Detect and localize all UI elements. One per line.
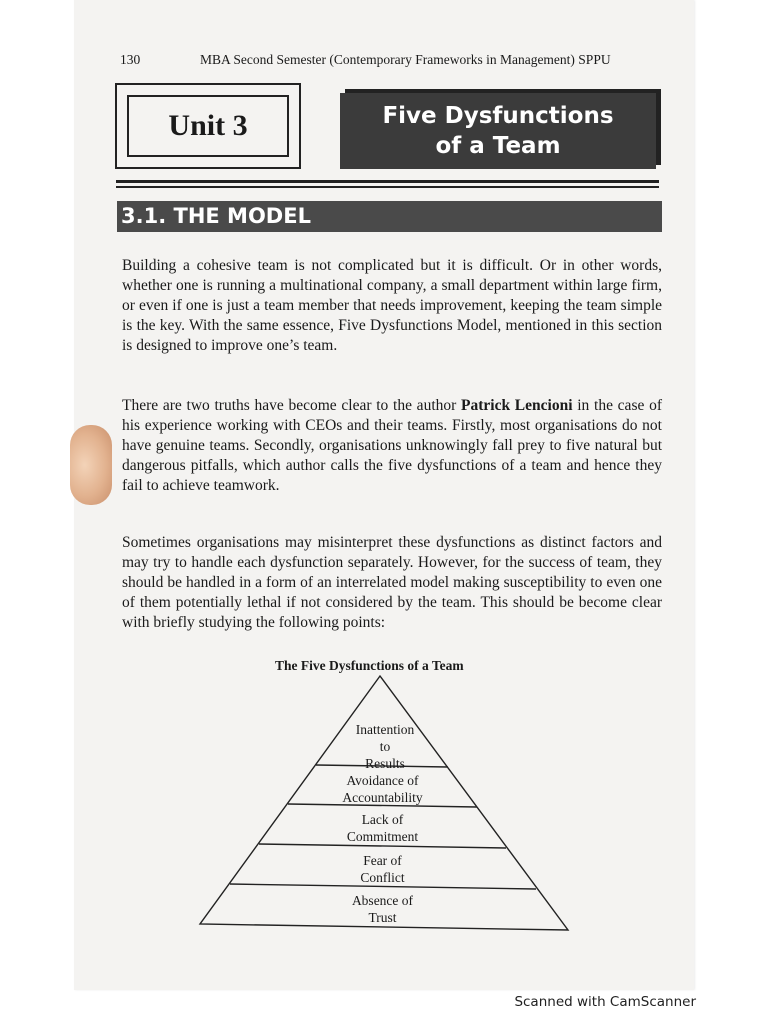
paragraph-2 [122,396,662,496]
pyramid-layer-line: Commitment [346,829,419,844]
section-heading: 3.1. THE MODEL [117,201,662,232]
header-text: MBA Second Semester (Contemporary Frameworks in Management) SPPU [200,52,611,67]
pyramid-layer-label [320,892,445,926]
divider-rule [116,186,659,188]
paragraph-2-text-b: in the case of his experience working with CEOs and their teams. Firstly, most organisations do not have genuine teams. Secondly, organisations unknowingly fall prey to five natural but dangerous pitfalls, which author calls the five dysfunctions of a team and hence they fail to achieve teamwork. [122,397,662,494]
paragraph-3: Sometimes organisations may misinterpret these dysfunctions as distinct factors and may try to handle each dysfunction separately. However, for the success of team, they should be handled in a form of an interrelated model making susceptibility to even one of them potentially lethal if not considered by the team. This should be become clear with briefly studying the following points: [122,534,662,631]
pyramid-layer-line: Fear of [363,853,402,868]
pyramid-layer-label [320,811,445,845]
pyramid-layer-label [320,772,445,806]
paragraph-2-text-a: There are two truths have become clear to the author [122,397,462,414]
pyramid-layer-line: Inattention [355,722,415,737]
unit-title-line-1: Five Dysfunctions [382,103,614,129]
thumb-image [70,425,112,505]
author-name: Patrick Lencioni [461,397,573,414]
scanner-watermark: Scanned with CamScanner [514,994,696,1010]
pyramid-layer-line: Conflict [360,870,405,885]
page-number: 130 [120,52,141,67]
figure-title: The Five Dysfunctions of a Team [275,658,464,673]
pyramid-layer-line: Trust [368,910,397,925]
paragraph-1: Building a cohesive team is not complicated but it is difficult. Or in other words, whether one is running a multinational company, a small department within large firm, or even if one is just a team member that needs improvement, keeping the team simple is the key. With the same essence, Five Dysfunctions Model, mentioned in this section is designed to improve one’s team. [122,257,662,354]
pyramid-layer-line: Accountability [342,790,423,805]
pyramid-layer-label [320,852,445,886]
pyramid-layer-line: Avoidance of [346,773,419,788]
pyramid-layer-line: Lack of [361,812,404,827]
unit-title-line-2: of a Team [435,133,561,159]
unit-label: Unit 3 [127,95,289,157]
pyramid-layer-line: to [379,739,391,754]
unit-title-box [340,93,656,169]
pyramid-layer-line: Results [365,756,405,771]
divider-rule [116,180,659,183]
unit-box [115,83,301,169]
pyramid-layer-line: Absence of [351,893,414,908]
pyramid-layer-label [330,721,440,772]
running-header [120,52,672,68]
